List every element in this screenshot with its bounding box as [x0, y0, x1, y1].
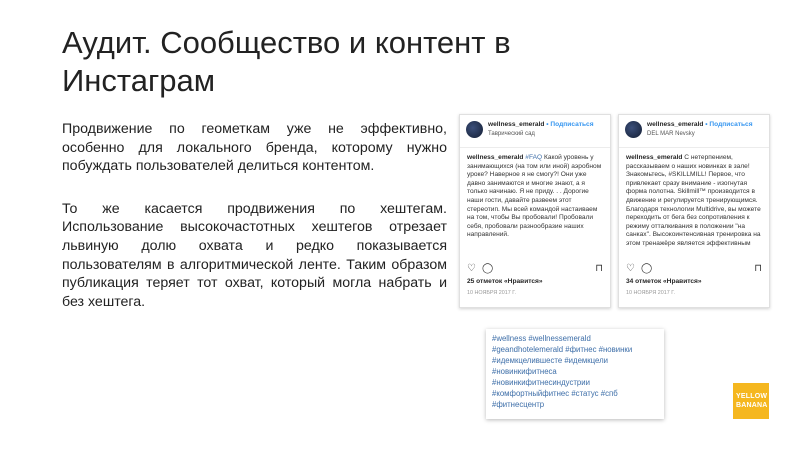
hashtag-line: #wellness #wellnessemerald	[492, 334, 591, 343]
slide-title: Аудит. Сообщество и контент в Инстаграм	[62, 25, 511, 98]
bookmark-icon[interactable]: ⊓	[595, 263, 603, 274]
yellow-banana-logo	[733, 383, 769, 419]
likes-count[interactable]: 25 отметок «Нравится»	[467, 278, 543, 285]
comment-icon[interactable]: ◯	[640, 263, 653, 274]
post-date: 10 НОЯБРЯ 2017 Г.	[467, 289, 517, 296]
caption-hashtag[interactable]: #FAQ	[525, 154, 543, 161]
post-username[interactable]: wellness_emerald	[488, 121, 545, 128]
caption-text: С нетерпением, рассказываем о наших новинках в зале! Знакомьтесь, #SKILLMILL! Первое, что привлекает сразу внимание - изогнутая форма полотна. Skillmill™ производится в движение и регулируется тренирующимся. Благодаря технологии Multidrive, вы можете переходить от бега без сопротивления к режиму отталкивания в положении "на санках". Высокоинтенсивная тренировка на этом тренажёре является эффективным	[626, 154, 761, 247]
hashtag-line: #комфортныйфитнес #статус #спб	[492, 389, 618, 398]
slide-body	[62, 120, 447, 335]
paragraph-geotags: Продвижение по геометкам уже не эффективно, особенно для локального бренда, которому нужно побуждать пользователей делиться контентом.	[62, 121, 447, 175]
avatar[interactable]	[625, 121, 642, 138]
post-actions	[460, 258, 610, 276]
hashtag-line: #идемкцелившесте #идемкцели	[492, 356, 609, 365]
post-actions	[619, 258, 769, 276]
post-date: 10 НОЯБРЯ 2017 Г.	[626, 289, 676, 296]
post-caption	[619, 148, 769, 258]
avatar[interactable]	[466, 121, 483, 138]
post-location[interactable]: DEL MAR Nevsky	[647, 130, 695, 137]
caption-username[interactable]: wellness_emerald	[467, 154, 524, 161]
hashtag-line: #новинкифитнесиндустрии	[492, 378, 590, 387]
hashtag-line: #фитнесцентр	[492, 400, 545, 409]
comment-icon[interactable]: ◯	[481, 263, 494, 274]
hashtags-card	[486, 329, 664, 419]
post-header	[460, 115, 610, 143]
hashtag-line: #новинкифитнеса	[492, 367, 557, 376]
likes-count[interactable]: 34 отметок «Нравится»	[626, 278, 702, 285]
bookmark-icon[interactable]: ⊓	[754, 263, 762, 274]
follow-link[interactable]: • Подписаться	[705, 121, 753, 128]
hashtag-line: #geandhotelemerald #фитнес #новинки	[492, 345, 633, 354]
caption-username[interactable]: wellness_emerald	[626, 154, 683, 161]
caption-text: Какой уровень у занимающихся (на том или иной) аэробном уроке? Наверное я не смогу?! Они уже давно занимаются и многие знают, а я только начинаю. Я не приду. . . Дорогие наши гости, давайте развеем этот стереотип. Мы всей командой настаиваем на том, чтобы Вы пробовали! Пробовали себя, пробовали разнообразие наших направлений.	[467, 154, 602, 239]
post-username[interactable]: wellness_emerald	[647, 121, 704, 128]
paragraph-hashtags: То же касается продвижения по хештегам. Использование высокочастотных хештегов отрезает львиную долю охвата и редко показывается пользователям в алгоритмической ленте. Таким образом публикация теряет тот охват, который могла набрать и без хештега.	[62, 200, 447, 310]
heart-icon[interactable]: ♡	[467, 263, 476, 274]
heart-icon[interactable]: ♡	[626, 263, 635, 274]
instagram-post-1	[459, 114, 611, 308]
post-location[interactable]: Таврический сад	[488, 130, 535, 137]
post-caption	[460, 148, 610, 258]
post-header	[619, 115, 769, 143]
instagram-post-2	[618, 114, 770, 308]
logo-line-1: YELLOW	[736, 393, 768, 400]
logo-line-2: BANANA	[736, 402, 768, 409]
follow-link[interactable]: • Подписаться	[546, 121, 594, 128]
